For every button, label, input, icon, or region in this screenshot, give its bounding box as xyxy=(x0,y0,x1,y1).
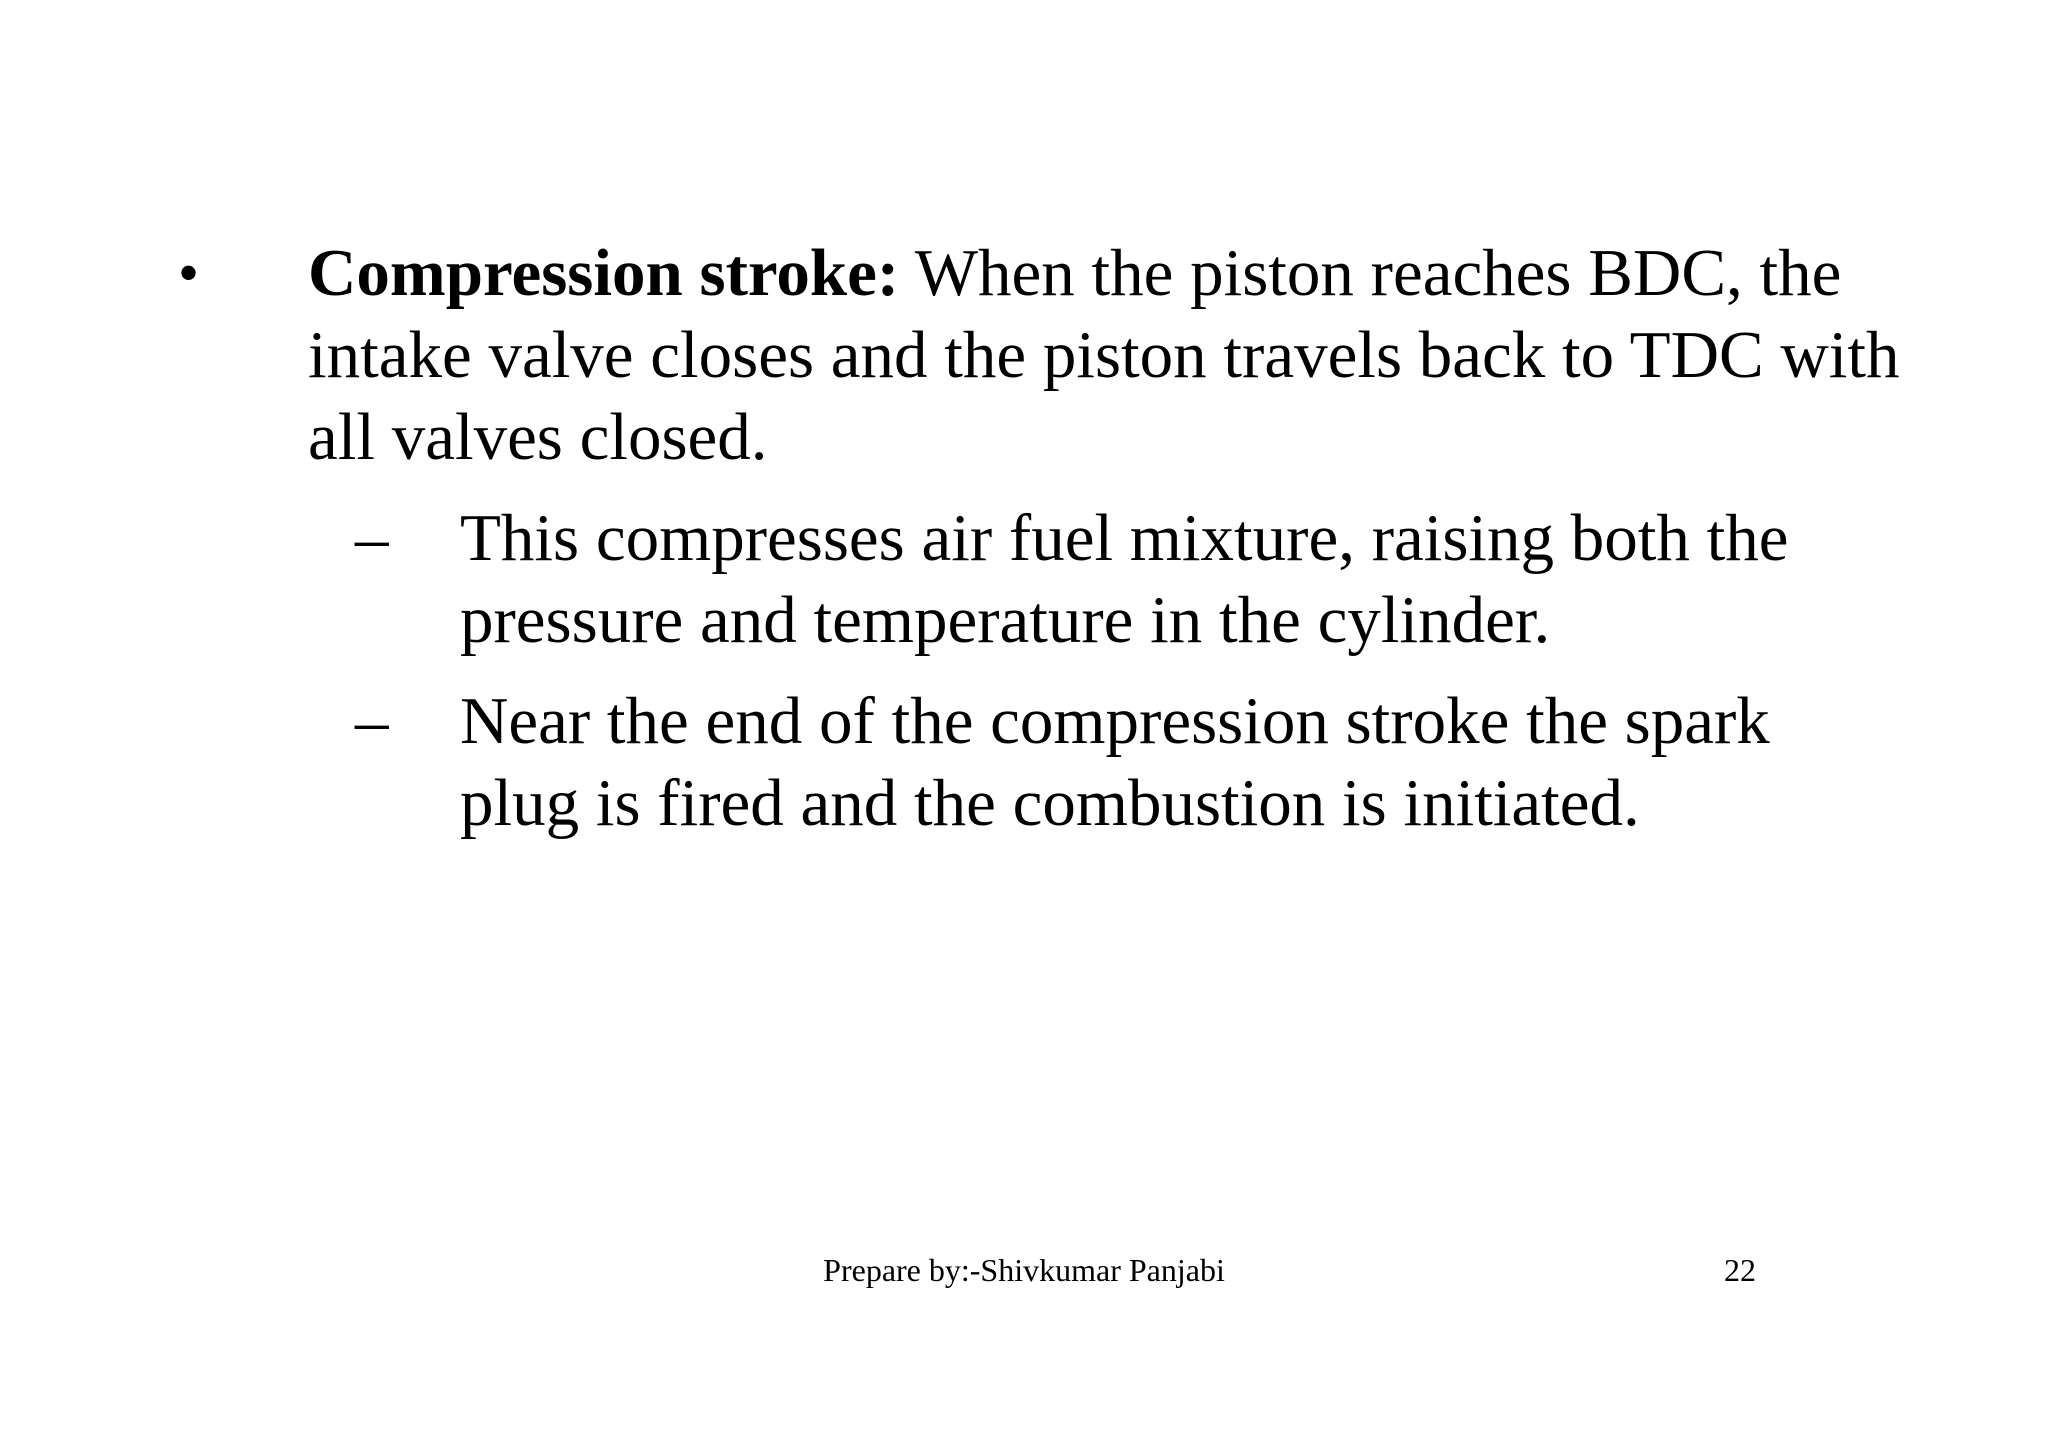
sub-bullet-marker: – xyxy=(355,684,389,758)
page-number: 22 xyxy=(1724,1252,1756,1288)
bullet-body: When the piston reaches BDC, the intake valve closes and the piston travels back to TDC with all valves closed. xyxy=(308,236,1900,474)
footer-author: Prepare by:-Shivkumar Panjabi xyxy=(823,1252,1225,1288)
sub-bullet-marker: – xyxy=(355,501,389,575)
main-bullet-text xyxy=(308,232,1948,478)
bullet-marker: • xyxy=(178,240,200,306)
bullet-heading: Compression stroke: xyxy=(308,236,900,310)
sub-bullet-text: Near the end of the compression stroke the spark plug is fired and the combustion is initiated. xyxy=(460,684,1770,840)
sub-bullet-text: This compresses air fuel mixture, raising both the pressure and temperature in the cylinder. xyxy=(460,501,1789,657)
